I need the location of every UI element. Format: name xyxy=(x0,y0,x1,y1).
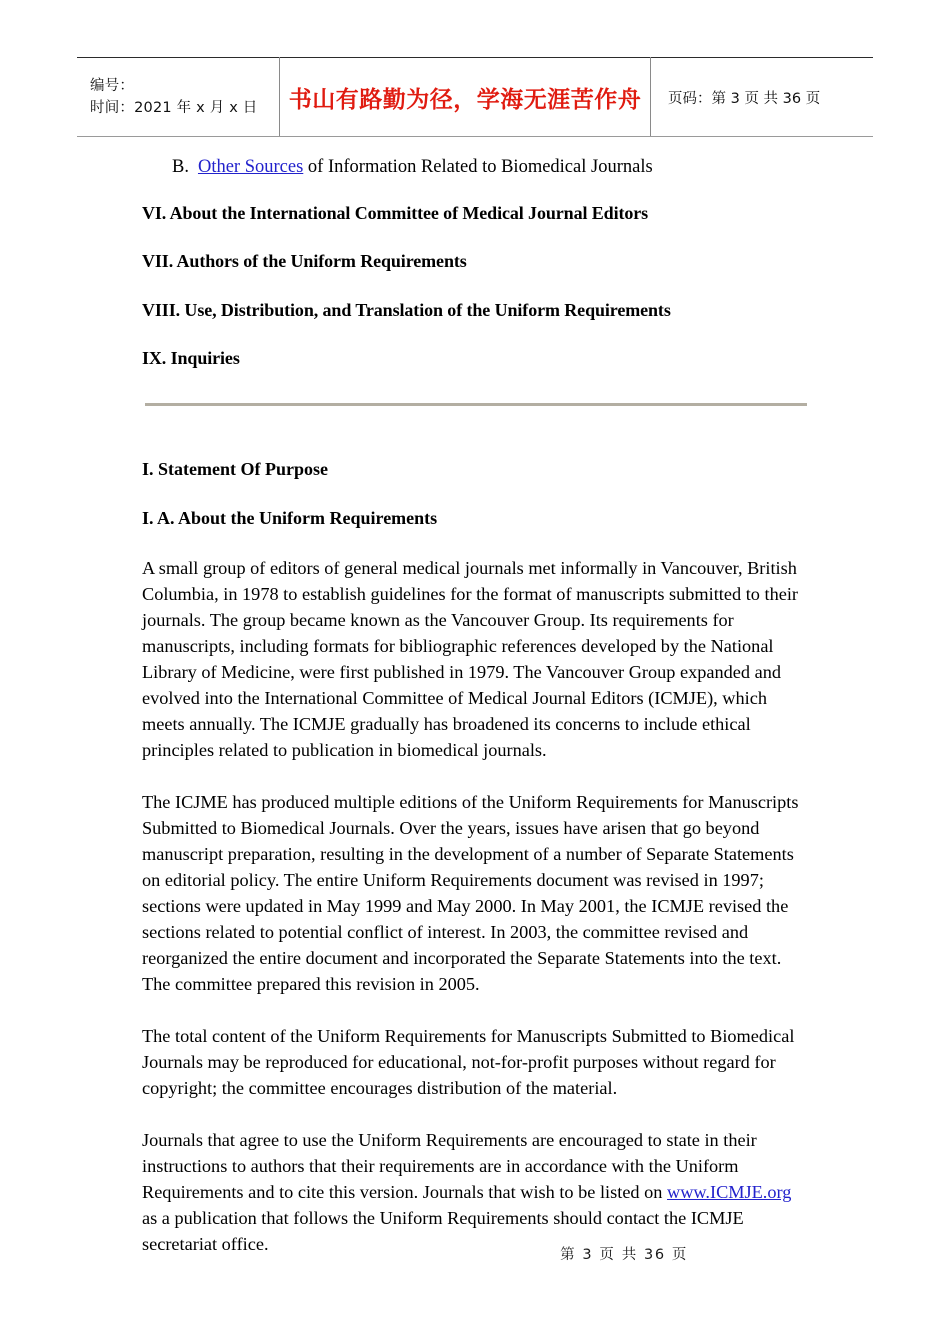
heading-ix: IX. Inquiries xyxy=(142,348,240,369)
document-body xyxy=(142,155,810,1284)
footer-page-text: 第 3 页 共 36 页 xyxy=(560,1247,688,1263)
header-page-label: 页码：第 3 页 共 36 页 xyxy=(668,90,821,107)
header-cell-pagenum xyxy=(651,58,874,137)
header-table xyxy=(77,57,873,137)
heading-vi: VI. About the International Committee of Medical Journal Editors xyxy=(142,202,649,223)
other-sources-link[interactable]: Other Sources xyxy=(197,157,304,177)
header-cell-meta xyxy=(77,58,280,137)
section-divider xyxy=(145,403,807,406)
paragraph-4-before-link: Journals that agree to use the Uniform Requirements are encouraged to state in their instructions to authors that their requirements are in accordance with the Uniform Requirements and to cite this version. Journals that wish to be listed on xyxy=(142,1129,757,1202)
motto-text: 书山有路勤为径，学海无涯苦作舟 xyxy=(288,86,642,113)
header-cell-motto xyxy=(280,58,651,137)
page-footer xyxy=(0,1243,950,1264)
subsection-title-about-uniform-requirements: I. A. About the Uniform Requirements xyxy=(142,507,438,528)
toc-entry-b xyxy=(142,155,810,180)
paragraph-4-after-link: as a publication that follows the Uniform Requirements should contact the ICMJE secretariat office. xyxy=(142,1207,744,1254)
paragraph-2: The ICJME has produced multiple editions of the Uniform Requirements for Manuscripts Submitted to Biomedical Journals. Over the years, issues have arisen that go beyond manuscript preparation, resulting in the development of a number of Separate Statements on editorial policy. The entire Uniform Requirements document was revised in 1997; sections were updated in May 1999 and May 2000. In May 2001, the ICMJE revised the sections related to potential conflict of interest. In 2003, the committee revised and reorganized the entire document and incorporated the Separate Statements into the text. The committee prepared this revision in 2005. xyxy=(142,792,799,994)
paragraph-1: A small group of editors of general medical journals met informally in Vancouver, British Columbia, in 1978 to establish guidelines for the format of manuscripts submitted to their journals. The group became known as the Vancouver Group. Its requirements for manuscripts, including formats for bibliographic references developed by the National Library of Medicine, were first published in 1979. The Vancouver Group expanded and evolved into the International Committee of Medical Journal Editors (ICMJE), which meets annually. The ICMJE gradually has broadened its concerns to include ethical principles related to publication in biomedical journals. xyxy=(142,558,798,761)
header-row xyxy=(77,58,873,137)
meta-time-label: 时间：2021 年 x 月 x 日 xyxy=(90,100,258,116)
paragraph-3: The total content of the Uniform Requirements for Manuscripts Submitted to Biomedical Journals may be reproduced for educational, not-for-profit purposes without regard for copyright; the committee encourages distribution of the material. xyxy=(142,1025,795,1098)
meta-number-label: 编号： xyxy=(90,77,135,94)
section-title-statement-of-purpose: I. Statement Of Purpose xyxy=(142,458,328,479)
toc-rest-text: of Information Related to Biomedical Journals xyxy=(303,157,653,177)
paragraph-4 xyxy=(142,1128,810,1258)
heading-viii: VIII. Use, Distribution, and Translation of the Uniform Requirements xyxy=(142,299,671,320)
icmje-org-link[interactable]: www.ICMJE.org xyxy=(667,1181,792,1202)
meta-block xyxy=(77,75,279,120)
toc-marker: B. xyxy=(172,157,189,177)
heading-vii: VII. Authors of the Uniform Requirements xyxy=(142,251,467,272)
